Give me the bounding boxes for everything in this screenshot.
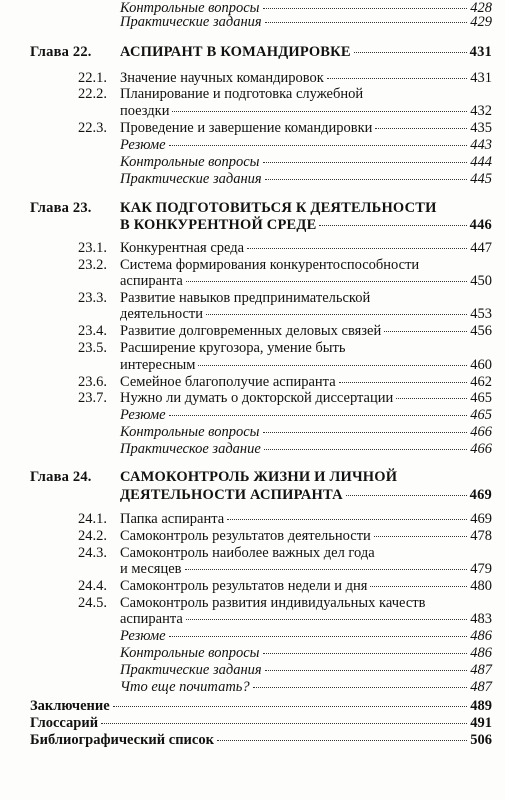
- section-number: 23.4.: [78, 323, 107, 339]
- section-number: 24.3.: [78, 545, 107, 561]
- dot-leader: [217, 740, 467, 741]
- dot-leader: [253, 687, 468, 688]
- dot-leader: [327, 78, 467, 79]
- dot-leader: [265, 22, 468, 23]
- dot-leader: [263, 653, 468, 654]
- section-number: 23.6.: [78, 374, 107, 390]
- dot-leader: [172, 111, 467, 112]
- section-number: 22.2.: [78, 86, 107, 102]
- dot-leader: [113, 706, 468, 707]
- section-number: 24.5.: [78, 595, 107, 611]
- toc-entry: аспиранта 450: [120, 273, 492, 289]
- toc-entry-top-questions: Контрольные вопросы 428: [120, 0, 492, 16]
- toc-entry-summary: Резюме 465: [120, 407, 492, 423]
- dot-leader: [186, 281, 467, 282]
- toc-entry: Нужно ли думать о докторской диссертации 465: [120, 390, 492, 406]
- toc-entry-further-reading: Что еще почитать? 487: [120, 679, 492, 695]
- dot-leader: [265, 670, 468, 671]
- section-number: 24.1.: [78, 511, 107, 527]
- dot-leader: [198, 365, 467, 366]
- dot-leader: [265, 179, 468, 180]
- toc-entry-line1: Планирование и подготовка служебной: [120, 86, 364, 102]
- chapter-label: Глава 22.: [30, 44, 92, 60]
- toc-entry: деятельности 453: [120, 306, 492, 322]
- dot-leader: [185, 569, 468, 570]
- toc-entry-bibliography: Библиографический список 506: [30, 732, 492, 748]
- dot-leader: [375, 128, 467, 129]
- toc-entry: Проведение и завершение командировки 435: [120, 120, 492, 136]
- chapter-title-line1: САМОКОНТРОЛЬ ЖИЗНИ И ЛИЧНОЙ: [120, 469, 398, 485]
- section-number: 22.3.: [78, 120, 107, 136]
- dot-leader: [247, 248, 467, 249]
- dot-leader: [227, 519, 467, 520]
- toc-entry-tasks: Практические задания 487: [120, 662, 492, 678]
- dot-leader: [263, 432, 468, 433]
- toc-entry: аспиранта 483: [120, 611, 492, 627]
- dot-leader: [370, 586, 467, 587]
- chapter-title: АСПИРАНТ В КОМАНДИРОВКЕ 431: [120, 44, 492, 60]
- dot-leader: [186, 619, 467, 620]
- dot-leader: [384, 331, 467, 332]
- section-number: 23.3.: [78, 290, 107, 306]
- chapter-title: В КОНКУРЕНТНОЙ СРЕДЕ 446: [120, 217, 492, 233]
- dot-leader: [263, 162, 468, 163]
- toc-entry-top-tasks: Практические задания 429: [120, 14, 492, 30]
- section-number: 23.1.: [78, 240, 107, 256]
- toc-entry-task: Практическое задание 466: [120, 441, 492, 457]
- dot-leader: [101, 723, 467, 724]
- chapter-label: Глава 23.: [30, 200, 92, 216]
- toc-entry-line1: Развитие навыков предпринимательской: [120, 290, 371, 306]
- dot-leader: [264, 449, 467, 450]
- dot-leader: [319, 225, 466, 226]
- toc-entry-questions: Контрольные вопросы 466: [120, 424, 492, 440]
- dot-leader: [169, 145, 468, 146]
- chapter-title-line1: КАК ПОДГОТОВИТЬСЯ К ДЕЯТЕЛЬНОСТИ: [120, 200, 437, 216]
- section-number: 23.5.: [78, 340, 107, 356]
- toc-entry-line1: Самоконтроль развития индивидуальных качеств: [120, 595, 426, 611]
- toc-entry: и месяцев 479: [120, 561, 492, 577]
- dot-leader: [354, 52, 467, 53]
- dot-leader: [206, 314, 467, 315]
- section-number: 24.2.: [78, 528, 107, 544]
- toc-entry-questions: Контрольные вопросы 444: [120, 154, 492, 170]
- toc-entry: Конкурентная среда 447: [120, 240, 492, 256]
- toc-entry-line1: Расширение кругозора, умение быть: [120, 340, 346, 356]
- toc-entry-glossary: Глоссарий 491: [30, 715, 492, 731]
- section-number: 24.4.: [78, 578, 107, 594]
- toc-entry: Развитие долговременных деловых связей 456: [120, 323, 492, 339]
- toc-entry: Папка аспиранта 469: [120, 511, 492, 527]
- section-number: 23.2.: [78, 257, 107, 273]
- toc-entry: поездки 432: [120, 103, 492, 119]
- toc-entry-questions: Контрольные вопросы 486: [120, 645, 492, 661]
- dot-leader: [169, 636, 468, 637]
- toc-entry-conclusion: Заключение 489: [30, 698, 492, 714]
- chapter-label: Глава 24.: [30, 469, 92, 485]
- dot-leader: [169, 415, 468, 416]
- dot-leader: [339, 382, 468, 383]
- section-number: 22.1.: [78, 70, 107, 86]
- toc-entry-summary: Резюме 443: [120, 137, 492, 153]
- toc-entry: Семейное благополучие аспиранта 462: [120, 374, 492, 390]
- dot-leader: [346, 495, 467, 496]
- toc-entry: интересным 460: [120, 357, 492, 373]
- toc-entry: Значение научных командировок 431: [120, 70, 492, 86]
- dot-leader: [396, 398, 467, 399]
- toc-entry-tasks: Практические задания 445: [120, 171, 492, 187]
- toc-entry-line1: Система формирования конкурентоспособности: [120, 257, 420, 273]
- toc-entry: Самоконтроль результатов деятельности 478: [120, 528, 492, 544]
- toc-entry: Самоконтроль результатов недели и дня 480: [120, 578, 492, 594]
- toc-entry-summary: Резюме 486: [120, 628, 492, 644]
- dot-leader: [263, 8, 468, 9]
- section-number: 23.7.: [78, 390, 107, 406]
- chapter-title: ДЕЯТЕЛЬНОСТИ АСПИРАНТА 469: [120, 487, 492, 503]
- toc-entry-line1: Самоконтроль наиболее важных дел года: [120, 545, 375, 561]
- dot-leader: [374, 536, 467, 537]
